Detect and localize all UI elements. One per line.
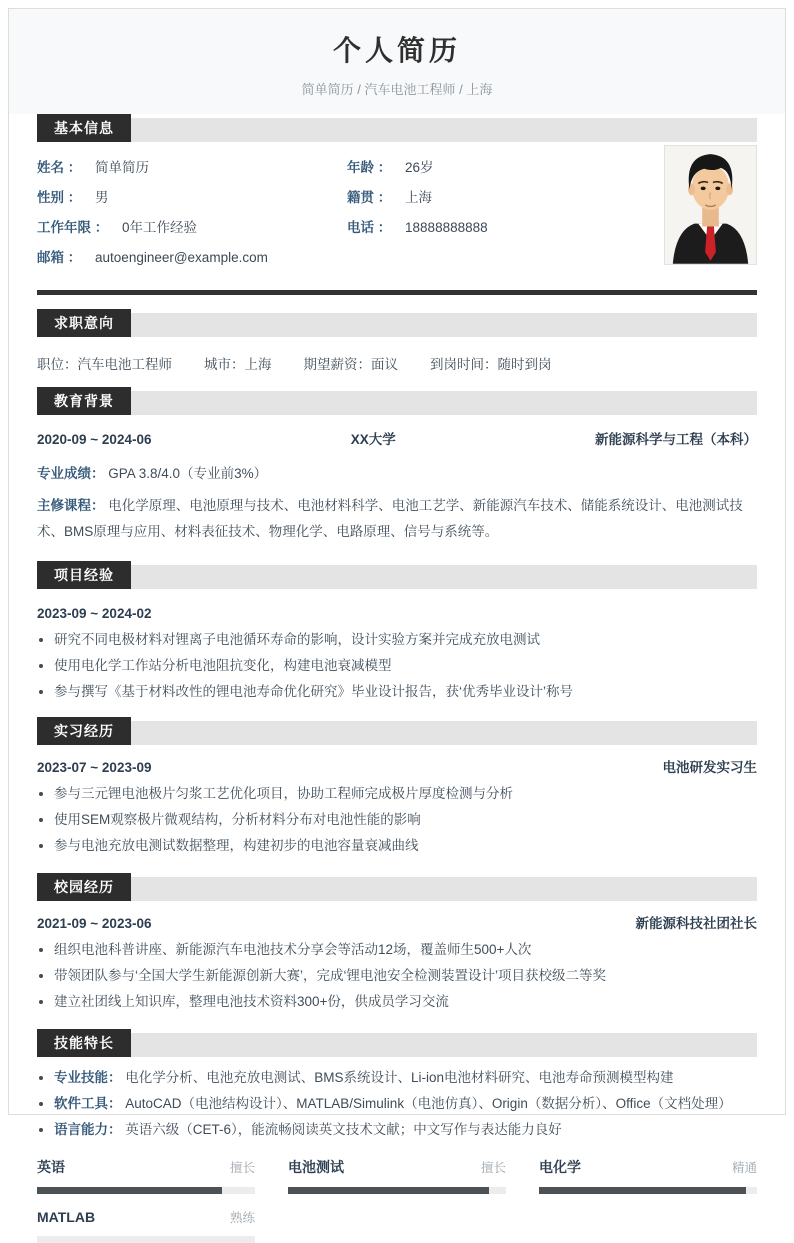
field-email [37,248,347,278]
skill-bar-grid [37,1157,757,1243]
skill-bullet-label: 软件工具： [54,1096,122,1111]
education-degree: 新能源科学与工程（本科） [595,432,757,447]
skill-name: MATLAB [37,1209,96,1225]
section-header-basic [37,114,757,142]
intent-city [204,353,272,373]
skill-head [37,1208,255,1226]
section-bar [131,391,757,415]
field-experience-years [37,218,347,248]
bullet-item: 参与撰写《基于材料改性的锂电池寿命优化研究》毕业设计报告，获‘优秀毕业设计’称号 [37,683,757,701]
skill-track [37,1187,255,1194]
field-label: 年龄 ： [347,160,392,175]
section-bar [131,721,757,745]
internship-headline [37,759,757,777]
profile-photo [664,145,757,265]
internship-role: 电池研发实习生 [662,760,757,775]
education-headline [37,431,757,449]
skill-level: 擅长 [229,1161,255,1175]
job-intent-line [37,353,757,373]
skill-bullet-value: 英语六级（CET-6），能流畅阅读英文技术文献；中文写作与表达能力良好 [125,1122,562,1137]
intent-label: 城市： [204,357,245,372]
field-value: 26岁 [405,160,434,175]
skill-bullet-label: 语言能力： [54,1122,122,1137]
section-header-project [37,561,757,589]
section-bar [131,313,757,337]
skill-fill [37,1187,222,1194]
intent-value: 面议 [371,357,398,372]
intent-value: 汽车电池工程师 [77,357,172,372]
skill-head [37,1157,255,1177]
intent-value: 随时到岗 [497,357,552,372]
education-school: XX大学 [350,432,396,447]
section-divider [37,290,757,295]
field-age [347,158,647,188]
bullet-item: 使用电化学工作站分析电池阻抗变化，构建电池衰减模型 [37,657,757,675]
profile-photo-illustration [665,146,756,264]
intent-availability [430,353,552,373]
intent-label: 职位： [37,357,78,372]
field-label: 电话 ： [347,220,392,235]
skill-bullet-label: 专业技能： [54,1070,122,1085]
skill-level: 精通 [731,1161,757,1175]
skill-fill [288,1187,489,1194]
skill-bullet-value: 电化学分析、电池充放电测试、BMS系统设计、Li-ion电池材料研究、电池寿命预测模型构建 [125,1070,674,1085]
project-period-row [37,605,757,623]
field-value: 0年工作经验 [122,220,198,235]
intent-position [37,353,172,373]
field-label: 邮箱 ： [37,250,82,265]
bullet-item: 使用SEM观察极片微观结构，分析材料分布对电池性能的影响 [37,811,757,829]
skill-name: 电池测试 [288,1159,344,1175]
skill-level: 熟练 [229,1211,255,1225]
education-period: 2020-09 ~ 2024-06 [37,432,152,447]
bullet-item-language-ability [37,1121,757,1139]
bullet-item-software-tools [37,1095,757,1113]
field-value: 简单简历 [95,160,150,175]
field-value: 18888888888 [405,220,488,235]
field-name [37,158,347,188]
campus-role: 新能源科技社团社长 [635,916,757,931]
basic-info-right-column [347,158,647,278]
bullet-item: 参与电池充放电测试数据整理，构建初步的电池容量衰减曲线 [37,837,757,855]
section-header-education [37,387,757,415]
skill-bar-english [37,1157,255,1194]
skill-head [539,1157,757,1177]
intent-value: 上海 [244,357,272,372]
courses-label: 主修课程： [37,498,105,513]
bullet-item: 参与三元锂电池极片匀浆工艺优化项目，协助工程师完成极片厚度检测与分析 [37,785,757,803]
field-phone [347,218,647,248]
section-badge-internship: 实习经历 [37,717,131,745]
section-bar [131,118,757,142]
section-header-intent [37,309,757,337]
internship-bullet-list [37,785,757,855]
skill-track [288,1187,506,1194]
section-badge-basic: 基本信息 [37,114,131,142]
section-bar [131,565,757,589]
basic-info-left-column [37,158,347,278]
education-gpa-line [37,461,757,487]
intent-salary [304,353,399,373]
field-value: 上海 [405,190,433,205]
section-badge-education: 教育背景 [37,387,131,415]
skill-bar-matlab [37,1208,255,1243]
bullet-item-professional-skills [37,1069,757,1087]
field-gender [37,188,347,218]
skill-head [288,1157,506,1177]
internship-period: 2023-07 ~ 2023-09 [37,760,152,775]
skill-bar-battery-testing [288,1157,506,1194]
campus-headline [37,915,757,933]
skill-bar-electrochemistry [539,1157,757,1194]
section-header-campus [37,873,757,901]
skill-track [37,1236,255,1243]
project-bullet-list [37,631,757,701]
field-label: 工作年限 ： [37,220,109,235]
resume-header [9,9,785,114]
skill-fill [539,1187,746,1194]
skill-name: 英语 [37,1159,65,1175]
section-badge-skills: 技能特长 [37,1029,131,1057]
gpa-value: GPA 3.8/4.0（专业前3%） [108,466,268,481]
section-header-skills [37,1029,757,1057]
section-badge-intent: 求职意向 [37,309,131,337]
bullet-item: 研究不同电极材料对锂离子电池循环寿命的影响，设计实验方案并完成充放电测试 [37,631,757,649]
section-badge-project: 项目经验 [37,561,131,589]
gpa-label: 专业成绩： [37,466,105,481]
resume-page [8,8,786,1225]
skills-bullet-list [37,1069,757,1139]
field-value: autoengineer@example.com [95,250,268,265]
project-period: 2023-09 ~ 2024-02 [37,606,152,621]
bullet-item: 组织电池科普讲座、新能源汽车电池技术分享会等活动12场，覆盖师生500+人次 [37,941,757,959]
field-label: 性别 ： [37,190,82,205]
skill-bullet-value: AutoCAD（电池结构设计）、MATLAB/Simulink（电池仿真）、Origin（数据分析）、Office（文档处理） [125,1096,732,1111]
section-bar [131,1033,757,1057]
campus-bullet-list [37,941,757,1011]
section-bar [131,877,757,901]
basic-info-grid [37,158,757,278]
basic-info-section [37,142,757,280]
campus-period: 2021-09 ~ 2023-06 [37,916,152,931]
field-hometown [347,188,647,218]
field-label: 姓名 ： [37,160,82,175]
intent-label: 到岗时间： [430,357,498,372]
courses-value: 电化学原理、电池原理与技术、电池材料科学、电池工艺学、新能源汽车技术、储能系统设计、电池测试技术、BMS原理与应用、材料表征技术、物理化学、电路原理、信号与系统等。 [37,498,743,539]
intent-label: 期望薪资： [303,357,371,372]
section-badge-campus: 校园经历 [37,873,131,901]
page-subtitle: 简单简历 / 汽车电池工程师 / 上海 [301,82,493,97]
skill-track [539,1187,757,1194]
bullet-item: 建立社团线上知识库，整理电池技术资料300+份，供成员学习交流 [37,993,757,1011]
resume-body [9,114,785,1243]
field-value: 男 [95,190,109,205]
section-header-internship [37,717,757,745]
skill-name: 电化学 [539,1159,581,1175]
skill-level: 擅长 [480,1161,506,1175]
field-label: 籍贯 ： [347,190,392,205]
page-title: 个人简历 [332,35,461,66]
bullet-item: 带领团队参与‘全国大学生新能源创新大赛’，完成‘锂电池安全检测装置设计’项目获校级二等奖 [37,967,757,985]
education-courses-line [37,493,757,545]
